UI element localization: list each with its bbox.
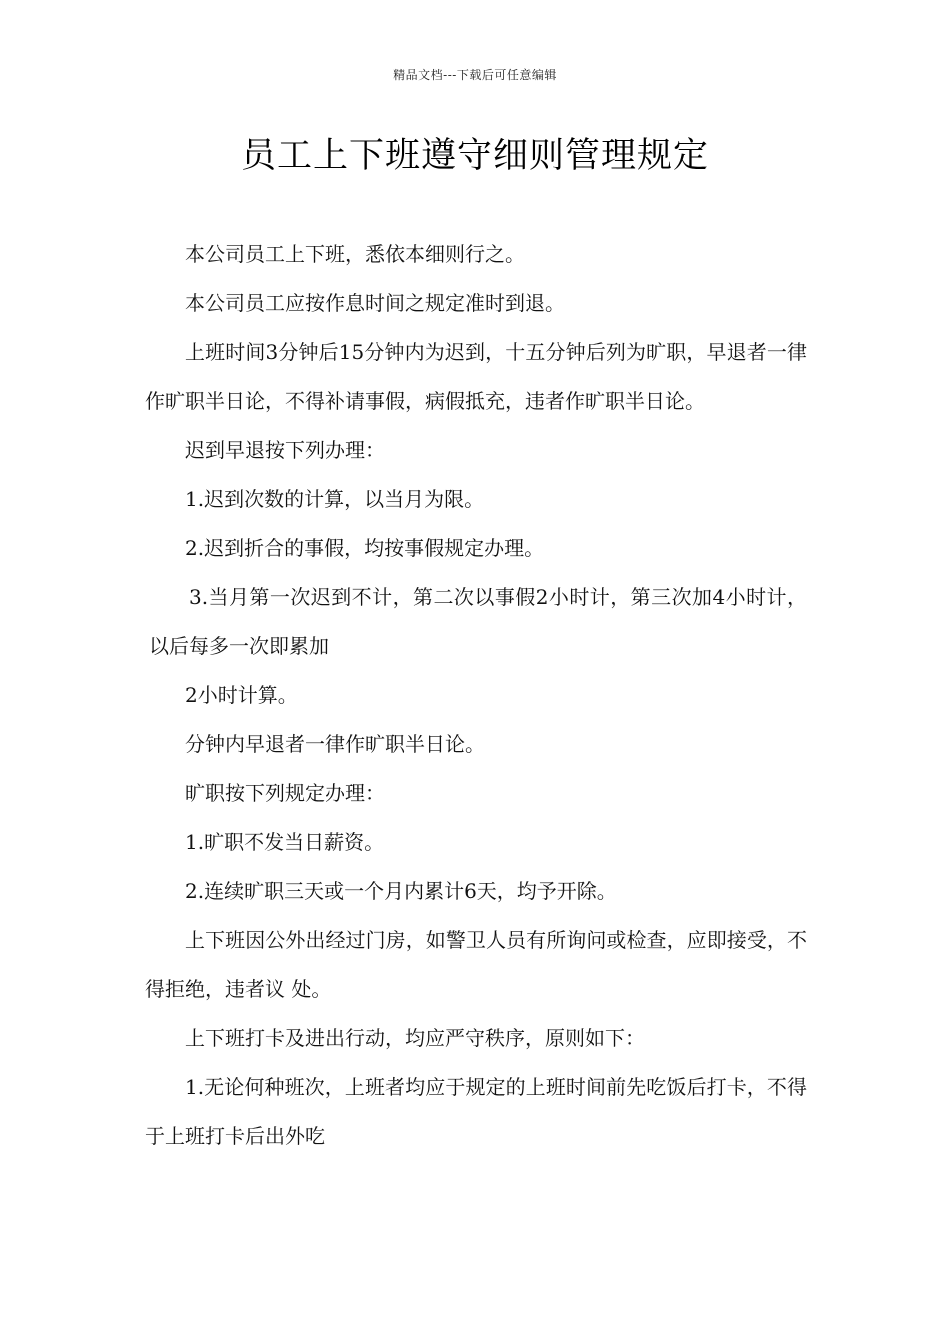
paragraph: 迟到早退按下列办理： [185, 438, 385, 462]
paragraph: 上下班打卡及进出行动，均应严守秩序，原则如下： [185, 1026, 645, 1050]
paragraph: 旷职按下列规定办理： [185, 781, 385, 805]
list-item: 2.连续旷职三天或一个月内累计6天，均予开除。 [185, 879, 617, 903]
paragraph: 上班时间3分钟后15分钟内为迟到，十五分钟后列为旷职，早退者一律作旷职半日论，不得补请事假，病假抵充，违者作旷职半日论。 [145, 340, 807, 413]
document-title: 员工上下班遵守细则管理规定 [240, 136, 709, 176]
paragraph: 分钟内早退者一律作旷职半日论。 [185, 732, 485, 756]
list-item: 3.当月第一次迟到不计，第二次以事假2小时计，第三次加4小时计，以后每多一次即累加 [149, 585, 807, 658]
document-body [145, 230, 807, 1161]
list-item: 1.迟到次数的计算，以当月为限。 [185, 487, 485, 511]
paragraph: 2小时计算。 [185, 683, 298, 707]
paragraph: 本公司员工应按作息时间之规定准时到退。 [185, 291, 565, 315]
list-item: 1.旷职不发当日薪资。 [185, 830, 385, 854]
list-item: 2.迟到折合的事假，均按事假规定办理。 [185, 536, 545, 560]
paragraph: 本公司员工上下班，悉依本细则行之。 [185, 242, 525, 266]
list-item: 1.无论何种班次，上班者均应于规定的上班时间前先吃饭后打卡，不得于上班打卡后出外吃 [145, 1075, 807, 1148]
header-note: 精品文档---下载后可任意编辑 [393, 68, 557, 82]
paragraph: 上下班因公外出经过门房，如警卫人员有所询问或检查，应即接受，不得拒绝，违者议 处。 [145, 928, 807, 1001]
